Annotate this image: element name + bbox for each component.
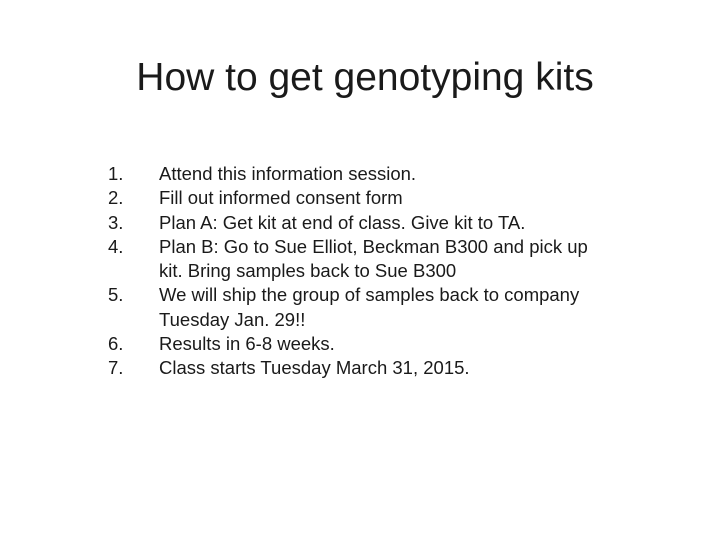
list-item: [108, 211, 608, 235]
list-item-number: 3.: [108, 211, 124, 233]
list-item-text: Plan B: Go to Sue Elliot, Beckman B300 and pick up kit. Bring samples back to Sue B300: [159, 235, 588, 282]
list-item-number: 2.: [108, 187, 124, 209]
list-item-text: Fill out informed consent form: [159, 187, 403, 209]
list-item: [108, 332, 608, 356]
list-item-text: Class starts Tuesday March 31, 2015.: [159, 357, 470, 379]
list-item: [108, 235, 608, 284]
list-item-number: 4.: [108, 235, 124, 257]
list-item: [108, 186, 608, 210]
list-item-text: Attend this information session.: [159, 163, 417, 184]
list-item-number: 5.: [108, 284, 124, 306]
list-item-number: 7.: [108, 357, 124, 379]
list-item-text: Plan A: Get kit at end of class. Give kit to TA.: [159, 211, 526, 233]
instruction-list: [108, 162, 608, 381]
list-item-text: We will ship the group of samples back to company Tuesday Jan. 29!!: [159, 284, 580, 330]
slide-title: How to get genotyping kits: [136, 56, 594, 99]
list-item: [108, 356, 608, 380]
list-item-number: 6.: [108, 333, 124, 355]
list-item: [108, 162, 608, 186]
list-item-number: 1.: [108, 163, 124, 184]
list-item: [108, 283, 608, 332]
list-item-text: Results in 6-8 weeks.: [159, 333, 335, 355]
